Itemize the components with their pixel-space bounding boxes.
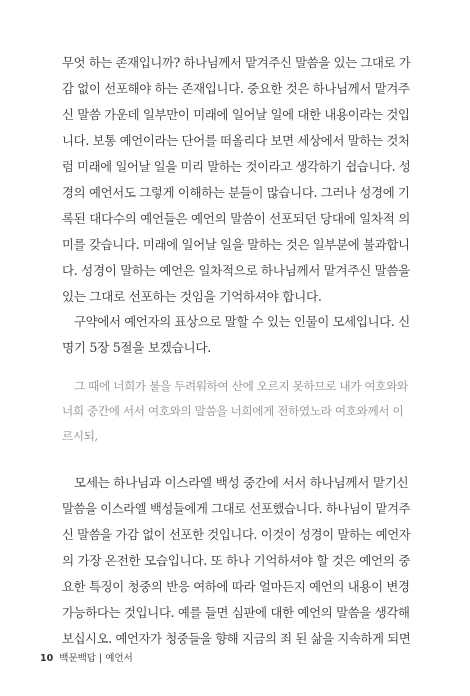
text-line: 다. 성경이 말하는 예언은 일차적으로 하나님께서 맡겨주신 말씀을 — [62, 263, 411, 278]
text-line: 신 말씀 가운데 일부만이 미래에 일어날 일에 대한 내용이라는 것입 — [62, 107, 410, 122]
text-line: 모세는 하나님과 이스라엘 백성 중간에 서서 하나님께서 맡기신 — [74, 475, 409, 490]
text-line: 의 가장 온전한 모습입니다. 또 하나 기억하셔야 할 것은 예언의 중 — [62, 553, 411, 568]
text-line: 미를 갖습니다. 미래에 일어날 일을 말하는 것은 일부분에 불과합니 — [62, 237, 410, 252]
text-line: 말씀을 이스라엘 백성들에게 그대로 선포했습니다. 하나님이 맡겨주 — [62, 501, 411, 516]
quote-line: 그 때에 너희가 불을 두려워하여 산에 오르지 못하므로 내가 여호와와 — [74, 379, 408, 393]
text-line: 록된 대다수의 예언들은 예언의 말씀이 선포되던 당대에 일차적 의 — [62, 211, 411, 226]
text-line: 명기 5장 5절을 보겠습니다. — [62, 340, 211, 355]
text-line: 요한 특징이 청중의 반응 여하에 따라 얼마든지 예언의 내용이 변경 — [62, 579, 410, 594]
running-title: 백문백답 | 예언서 — [59, 653, 133, 664]
page-number: 10 — [40, 653, 54, 664]
text-line: 니다. 보통 예언이라는 단어를 떠올리다 보면 세상에서 말하는 것처 — [62, 133, 410, 148]
text-line: 럼 미래에 일어날 일을 미리 말하는 것이라고 생각하기 쉽습니다. 성 — [62, 159, 411, 174]
text-line: 가능하다는 것입니다. 예를 들면 심판에 대한 예언의 말씀을 생각해 — [62, 605, 410, 620]
text-line: 보십시오. 예언자가 청중들을 향해 지금의 죄 된 삶을 지속하게 되면 — [62, 631, 411, 646]
quote-line: 르시되, — [62, 429, 98, 443]
text-line: 구약에서 예언자의 표상으로 말할 수 있는 인물이 모세입니다. 신 — [74, 314, 410, 329]
text-line: 감 없이 선포해야 하는 존재입니다. 중요한 것은 하나님께서 맡겨주 — [62, 81, 410, 96]
page-footer — [40, 650, 133, 664]
text-line: 신 말씀을 가감 없이 선포한 것입니다. 이것이 성경이 말하는 예언자 — [62, 527, 411, 542]
text-line: 경의 예언서도 그렇게 이해하는 분들이 많습니다. 그러나 성경에 기 — [62, 185, 410, 200]
text-line: 무엇 하는 존재입니까? 하나님께서 맡겨주신 말씀을 있는 그대로 가 — [62, 55, 411, 70]
quote-line: 너희 중간에 서서 여호와의 말씀을 너희에게 전하였노라 여호와께서 이 — [62, 404, 404, 418]
text-line: 있는 그대로 선포하는 것임을 기억하셔야 합니다. — [62, 289, 322, 304]
